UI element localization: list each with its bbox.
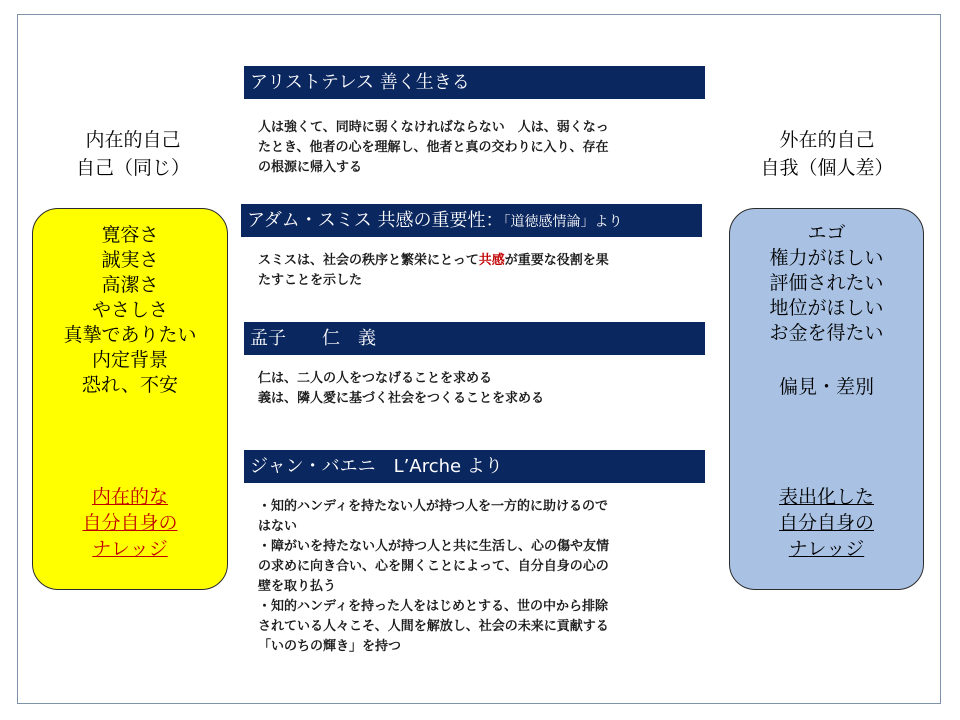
body-line: 人は強くて、同時に弱くなければならない 人は、弱くなっ bbox=[258, 120, 609, 135]
body-line: 仁は、二人の人をつなげることを求める bbox=[258, 371, 493, 386]
section-title-text: アリストテレス 善く生きる bbox=[250, 72, 470, 93]
section-body-mencius bbox=[258, 369, 698, 409]
prejudice-label: 偏見・差別 bbox=[778, 376, 874, 398]
section-body-adam-smith bbox=[258, 251, 698, 291]
body-line: ・障がいを持たない人が持つ人と共に生活し、心の傷や友情 bbox=[258, 539, 610, 554]
section-title-mencius bbox=[244, 322, 705, 355]
section-title-subtext: 「道徳感情論」より bbox=[503, 214, 623, 230]
section-title-aristotle bbox=[244, 66, 705, 99]
left-heading-line-1: 内在的自己 bbox=[85, 129, 181, 151]
trait-item: お金を得たい bbox=[769, 322, 884, 344]
knowledge-line: 自分自身の bbox=[82, 512, 178, 534]
trait-item: 内定背景 bbox=[91, 349, 168, 371]
knowledge-line: ナレッジ bbox=[788, 538, 865, 560]
trait-item: 真摯でありたい bbox=[63, 324, 197, 346]
trait-item: エゴ bbox=[807, 222, 846, 244]
trait-item: 恐れ、不安 bbox=[81, 374, 179, 396]
left-heading bbox=[58, 126, 208, 182]
body-text-segment: スミスは、社会の秩序と繁栄にとって bbox=[258, 253, 479, 268]
trait-item: やさしさ bbox=[91, 299, 168, 321]
right-heading bbox=[742, 126, 912, 182]
knowledge-line: 表出化した bbox=[778, 486, 874, 508]
outer-knowledge bbox=[730, 484, 923, 562]
inner-self-panel bbox=[32, 208, 228, 590]
body-line: されている人々こそ、人間を解放し、社会の未来に貢献する bbox=[258, 619, 609, 634]
section-title-text: 孟子 仁 義 bbox=[250, 328, 376, 349]
right-heading-line-2: 自我（個人差） bbox=[760, 157, 894, 179]
highlight-word: 共感 bbox=[478, 253, 505, 268]
section-title-larche bbox=[244, 450, 705, 483]
body-line: 壁を取り払う bbox=[258, 579, 337, 594]
body-line bbox=[258, 251, 698, 271]
section-body-aristotle bbox=[258, 118, 698, 178]
section-title-adam-smith bbox=[241, 204, 702, 237]
inner-knowledge bbox=[33, 484, 227, 562]
knowledge-line: ナレッジ bbox=[92, 538, 168, 560]
outer-self-panel bbox=[729, 208, 924, 590]
body-line: たとき、他者の心を理解し、他者と真の交わりに入り、存在 bbox=[258, 140, 609, 155]
knowledge-line: 内在的な bbox=[91, 486, 168, 508]
body-line: ・知的ハンディを持った人をはじめとする、世の中から排除 bbox=[258, 599, 608, 614]
trait-item: 地位がほしい bbox=[769, 297, 884, 319]
body-line: の求めに向き合い、心を開くことによって、自分自身の心の bbox=[258, 559, 609, 574]
body-line: 「いのちの輝き」を持つ bbox=[258, 639, 402, 654]
body-line: 義は、隣人愛に基づく社会をつくることを求める bbox=[258, 391, 545, 406]
section-title-text: アダム・スミス 共感の重要性： bbox=[247, 210, 504, 231]
body-text-segment: が重要な役割を果 bbox=[504, 253, 609, 268]
trait-item: 高潔さ bbox=[101, 274, 159, 296]
trait-item: 誠実さ bbox=[101, 249, 159, 271]
body-line: たすことを示した bbox=[258, 273, 363, 288]
knowledge-line: 自分自身の bbox=[778, 512, 874, 534]
trait-item: 評価されたい bbox=[769, 272, 884, 294]
trait-item: 寛容さ bbox=[101, 224, 159, 246]
section-body-larche bbox=[258, 497, 698, 657]
trait-item: 権力がほしい bbox=[769, 247, 884, 269]
right-heading-line-1: 外在的自己 bbox=[779, 129, 875, 151]
inner-traits bbox=[33, 223, 227, 398]
left-heading-line-2: 自己（同じ） bbox=[75, 157, 190, 179]
body-line: ・知的ハンディを持たない人が持つ人を一方的に助けるので bbox=[258, 499, 608, 514]
section-title-text: ジャン・バエニ L’Arche より bbox=[250, 456, 503, 477]
body-line: はない bbox=[258, 519, 298, 534]
outer-traits bbox=[730, 221, 923, 346]
body-line: の根源に帰入する bbox=[258, 160, 363, 175]
